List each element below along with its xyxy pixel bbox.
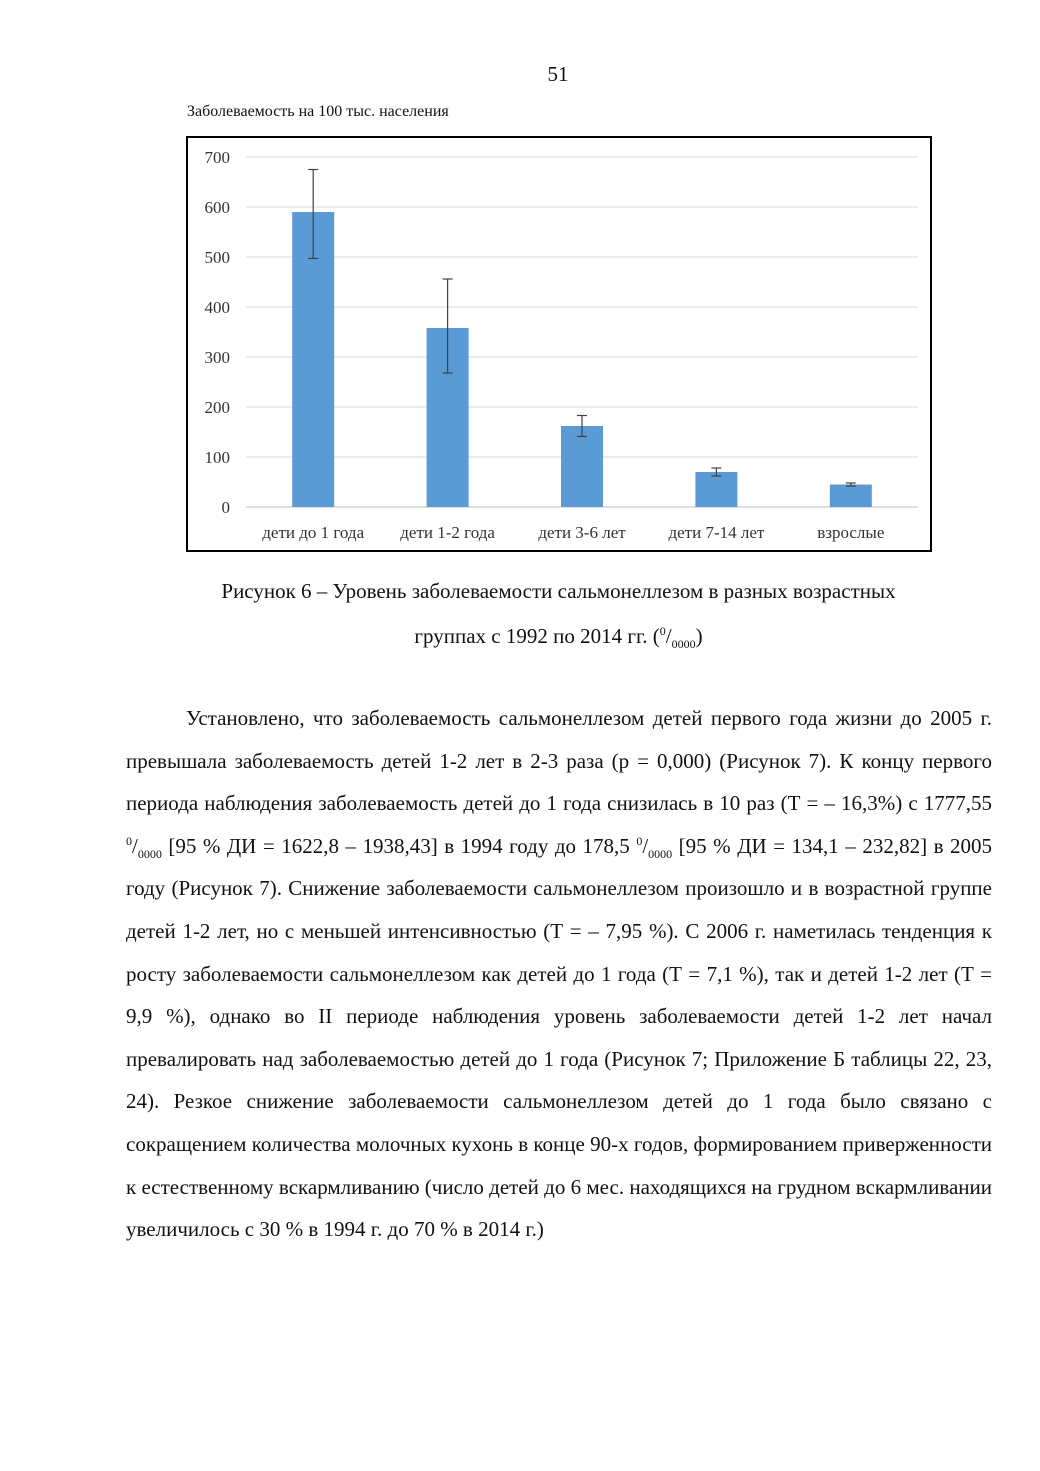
bar (695, 472, 737, 507)
y-tick-label: 200 (204, 398, 230, 417)
y-tick-label: 0 (221, 498, 230, 517)
caption-unit-sup: 0 (659, 624, 666, 638)
caption-unit-sub: 0000 (671, 637, 696, 652)
unit-slash-2: / (642, 833, 649, 858)
caption-line-2 (126, 611, 991, 664)
y-tick-label: 400 (204, 298, 230, 317)
x-category-label: дети 1-2 года (400, 523, 495, 542)
unit-sup-2: 0 (636, 833, 643, 848)
caption-unit-slash: / (665, 624, 672, 648)
x-category-label: дети 7-14 лет (668, 523, 765, 542)
x-category-label: дети 3-6 лет (538, 523, 626, 542)
bar (830, 485, 872, 508)
y-tick-label: 100 (204, 448, 230, 467)
bar (561, 426, 603, 507)
page-number: 51 (547, 62, 569, 86)
y-tick-label: 600 (204, 198, 230, 217)
chart-frame (186, 136, 932, 552)
x-category-label: дети до 1 года (262, 523, 365, 542)
caption-close: ) (695, 624, 703, 648)
y-tick-label: 700 (204, 148, 230, 167)
body-text-part-2: [95 % ДИ = 1622,8 – 1938,43] в 1994 году до 178,5 (161, 833, 637, 858)
body-text-part-1: Установлено, что заболеваемость сальмонеллезом детей первого года жизни до 2005 г. превышала заболеваемость детей 1-2 лет в 2-3 раза (р = 0,000) (Рисунок 7). К концу первого периода наблюдения заболеваемость детей до 1 года снизилась в 10 раз (Т = – 16,3%) с 1777,55 (126, 706, 992, 816)
unit-sup-1: 0 (126, 833, 132, 848)
unit-slash-1: / (132, 833, 138, 858)
unit-sub-1: 0000 (137, 846, 162, 861)
caption-line-1: Рисунок 6 – Уровень заболеваемости сальмонеллезом в разных возрастных (221, 579, 896, 603)
figure-caption (126, 571, 991, 664)
y-tick-label: 500 (204, 248, 230, 267)
bar-chart (188, 138, 930, 550)
body-text (126, 697, 992, 1251)
body-paragraph (126, 697, 992, 1251)
x-category-label: взрослые (817, 523, 885, 542)
chart-y-axis-label: Заболеваемость на 100 тыс. населения (187, 103, 449, 120)
unit-sub-2: 0000 (648, 846, 673, 861)
body-text-part-3: [95 % ДИ = 134,1 – 232,82] в 2005 году (Рисунок 7). Снижение заболеваемости сальмонеллезом произошло и в возрастной группе детей 1-2 лет, но с меньшей интенсивностью (Т = – 7,95 %). С 2006 г. наметилась тенденция к росту заболеваемости сальмонеллезом как детей до 1 года (Т = 7,1 %), так и детей 1-2 лет (Т = 9,9 %), однако во II периоде наблюдения уровень заболеваемости детей 1-2 лет начал превалировать над заболеваемостью детей до 1 года (Рисунок 7; Приложение Б таблицы 22, 23, 24). Резкое снижение заболеваемости сальмонеллезом детей до 1 года было связано с сокращением количества молочных кухонь в конце 90-х годов, формированием приверженности к естественному вскармливанию (число детей до 6 мес. находящихся на грудном вскармливании увеличилось с 30 % в 1994 г. до 70 % в 2014 г.) (126, 833, 992, 1242)
y-tick-label: 300 (204, 348, 230, 367)
caption-line-2-text: группах с 1992 по 2014 гг. ( (414, 624, 660, 648)
